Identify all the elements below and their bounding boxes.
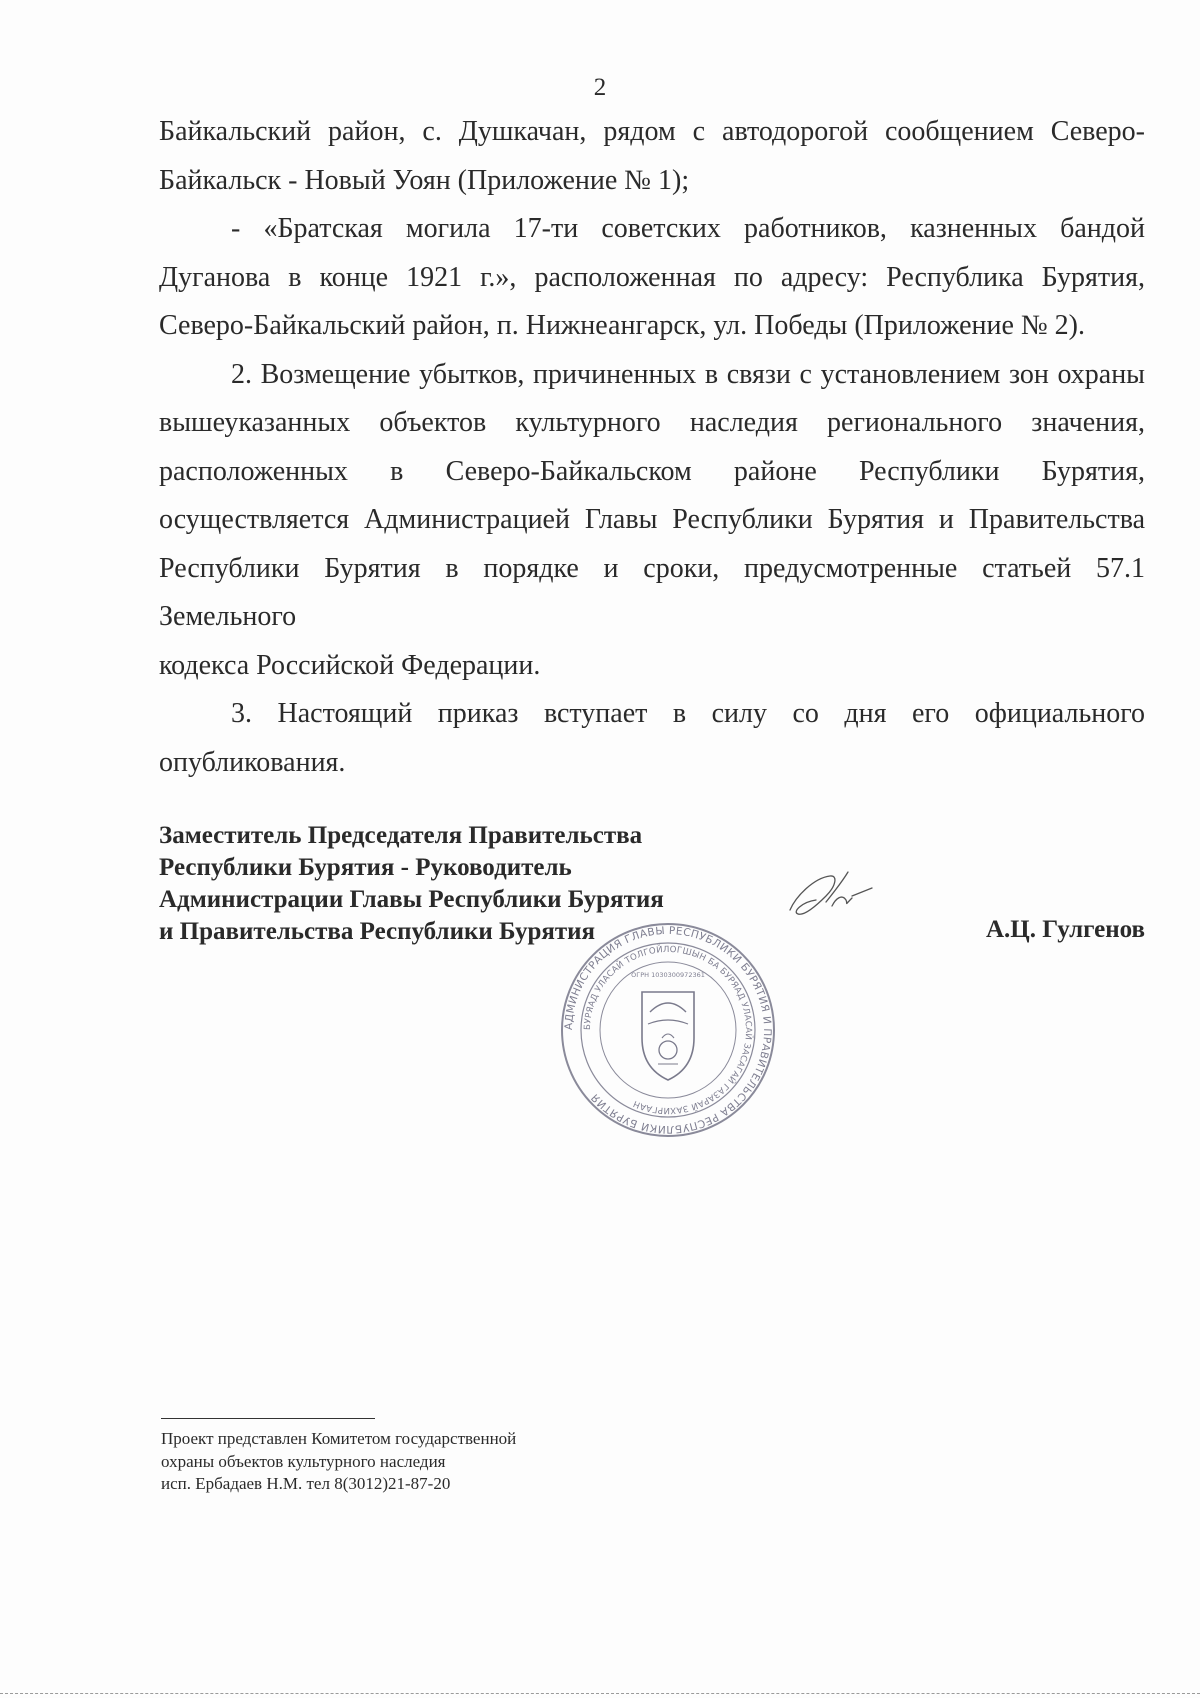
seal-ogrn-text: ОГРН 1030300972361 — [631, 971, 705, 979]
text-line: Дуганова в конце 1921 г.», расположенная по адресу: Республика Бурятия, — [159, 261, 1145, 293]
coat-of-arms-icon — [642, 992, 694, 1080]
footnote — [161, 1428, 516, 1496]
paragraph-entry-into-force — [159, 690, 1145, 787]
seal-outer-ring-text: АДМИНИСТРАЦИЯ ГЛАВЫ РЕСПУБЛИКИ БУРЯТИЯ И ПРАВИТЕЛЬСТВА РЕСПУБЛИКИ БУРЯТИЯ — [562, 924, 774, 1136]
text-line: 3. Настоящий приказ вступает в силу со дня его официального — [231, 698, 1145, 729]
text-line: кодекса Российской Федерации. — [159, 649, 541, 681]
text-line: - «Братская могила 17-ти советских работников, казненных бандой — [231, 213, 1145, 244]
text-line: Байкальский район, с. Душкачан, рядом с автодорогой сообщением Северо- — [159, 116, 1145, 147]
paragraph-continuation — [159, 108, 1145, 205]
official-seal-stamp — [558, 920, 778, 1140]
text-line: расположенных в Северо-Байкальском районе Республики Бурятия, — [159, 455, 1145, 487]
footnote-divider — [161, 1418, 375, 1419]
signer-title-line: и Правительства Республики Бурятия — [159, 918, 596, 945]
text-line: вышеуказанных объектов культурного наследия регионального значения, — [159, 407, 1145, 438]
footnote-line: исп. Ербадаев Н.М. тел 8(3012)21-87-20 — [161, 1474, 451, 1493]
document-body — [159, 108, 1145, 787]
signer-title-line: Заместитель Председателя Правительства — [159, 822, 643, 849]
text-line: Байкальск - Новый Уоян (Приложение № 1); — [159, 164, 690, 196]
signer-title-line: Республики Бурятия - Руководитель — [159, 854, 572, 881]
footnote-line: охраны объектов культурного наследия — [161, 1451, 446, 1471]
footnote-line: Проект представлен Комитетом государственной — [161, 1429, 517, 1448]
page-bottom-edge — [0, 1693, 1200, 1694]
seal-inner-ring-text: БУРЯАД УЛАСАЙ ТОЛГОЙЛОГШЫН БА БУРЯАД УЛАСАЙ ЗАСАГАЙ ГАЗАРАЙ ЗАХИРГААН — [582, 944, 754, 1116]
svg-text:АДМИНИСТРАЦИЯ ГЛАВЫ РЕСПУБЛИКИ — [563, 925, 773, 1135]
paragraph-grave-item — [159, 205, 1145, 351]
page-number: 2 — [593, 74, 607, 101]
handwritten-signature — [786, 866, 886, 926]
text-line: осуществляется Администрацией Главы Республики Бурятия и Правительства — [159, 504, 1145, 535]
text-line: 2. Возмещение убытков, причиненных в связи с установлением зон охраны — [231, 358, 1145, 390]
signer-title-line: Администрации Главы Республики Бурятия — [159, 886, 664, 913]
signer-name: А.Ц. Гулгенов — [985, 916, 1145, 943]
paragraph-compensation — [159, 351, 1145, 691]
text-line: Республики Бурятия в порядке и сроки, предусмотренные статьей 57.1 Земельного — [159, 552, 1145, 632]
text-line: Северо-Байкальский район, п. Нижнеангарск, ул. Победы (Приложение № 2). — [159, 310, 1085, 341]
text-line: опубликования. — [159, 746, 346, 778]
